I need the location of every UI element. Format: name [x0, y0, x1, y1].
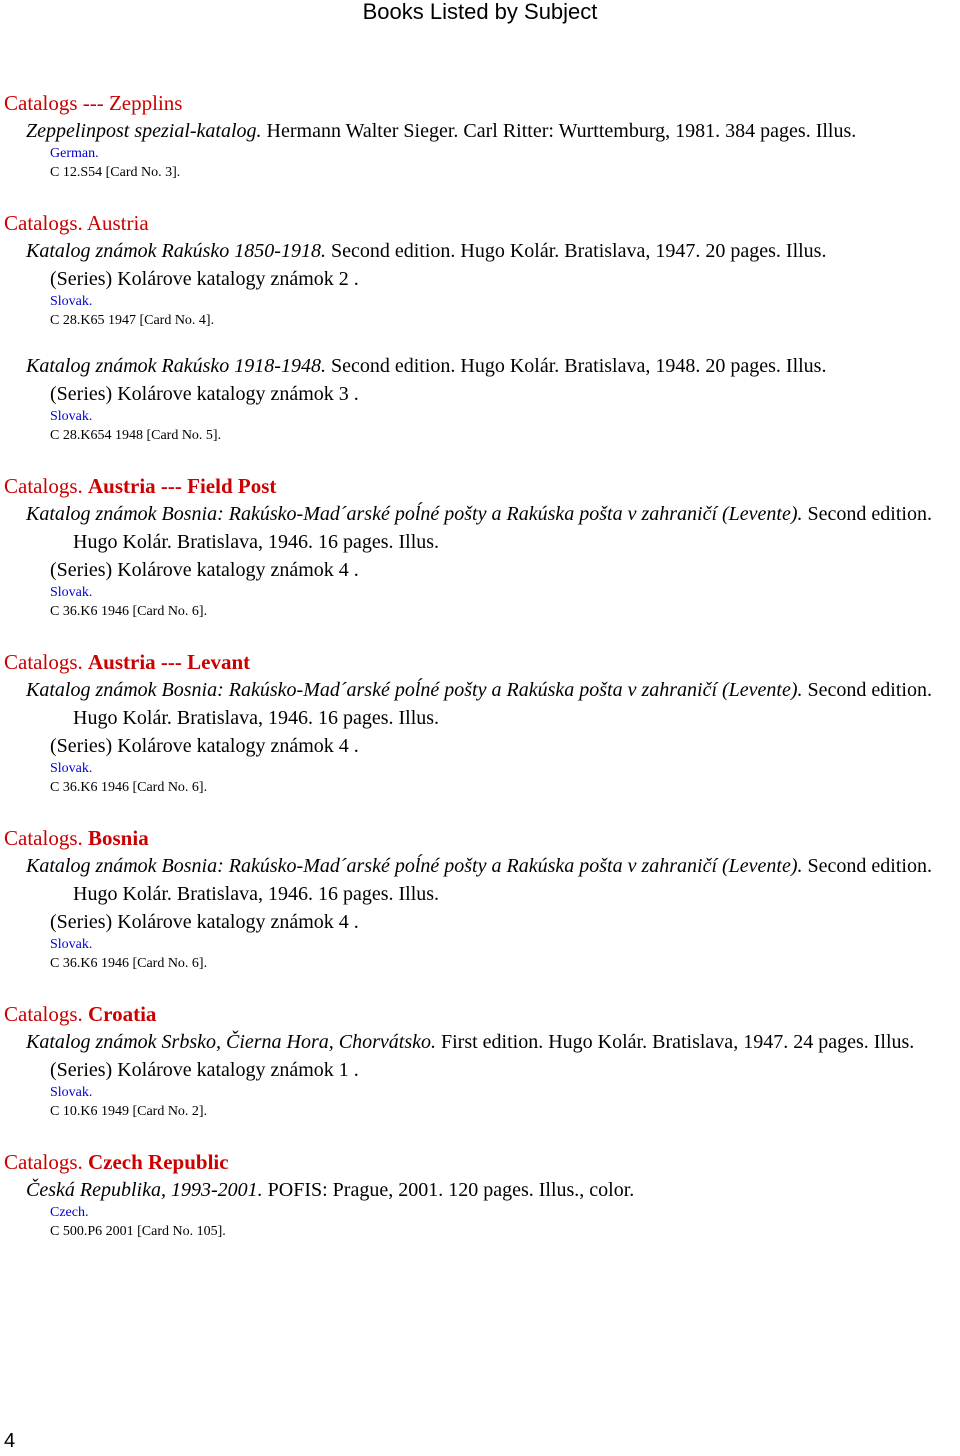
book-title: Katalog známok Rakúsko 1850-1918.: [26, 240, 326, 262]
book-call-number: C 36.K6 1946 [Card No. 6].: [50, 604, 208, 619]
book-title: Katalog známok Bosnia: Rakúsko-Mad´arské poĺné pošty a Rakúska pošta v zahraničí (Levente).: [26, 503, 803, 525]
book-series: (Series) Kolárove katalogy známok 1 .: [50, 1059, 359, 1081]
book-entry: [4, 676, 952, 797]
book-details: Second edition. Hugo Kolár. Bratislava, 1946. 16 pages. Illus.: [73, 855, 932, 905]
subject-heading-main: Catalogs.: [4, 826, 88, 850]
book-citation: [4, 352, 952, 380]
page-header: Books Listed by Subject: [362, 0, 598, 24]
book-entry: [4, 1028, 952, 1121]
subject-section: [4, 89, 952, 182]
subject-heading: [4, 209, 952, 237]
subject-heading: [4, 89, 952, 117]
subject-heading-main: Catalogs.: [4, 1002, 88, 1026]
subject-heading-sub: Austria --- Field Post: [88, 474, 277, 498]
book-citation: [4, 237, 952, 265]
book-language: Slovak.: [50, 294, 93, 309]
book-citation: [4, 1176, 952, 1204]
book-call-number: C 10.K6 1949 [Card No. 2].: [50, 1104, 208, 1119]
book-title: Katalog známok Bosnia: Rakúsko-Mad´arské poĺné pošty a Rakúska pošta v zahraničí (Levente).: [26, 855, 803, 877]
book-language: German.: [50, 146, 99, 161]
subject-heading-sub: Bosnia: [88, 826, 149, 850]
subject-section: [4, 648, 952, 797]
book-entry: [4, 852, 952, 973]
book-language: Slovak.: [50, 1085, 93, 1100]
subject-section: [4, 209, 952, 445]
book-details: Second edition. Hugo Kolár. Bratislava, 1946. 16 pages. Illus.: [73, 679, 932, 729]
book-call-number: C 28.K65 1947 [Card No. 4].: [50, 313, 215, 328]
book-series: (Series) Kolárove katalogy známok 3 .: [50, 383, 359, 405]
book-citation: [4, 676, 952, 732]
subject-heading: [4, 1000, 952, 1028]
subject-heading-main: Catalogs.: [4, 650, 88, 674]
subject-section: [4, 824, 952, 973]
book-details: Second edition. Hugo Kolár. Bratislava, 1946. 16 pages. Illus.: [73, 503, 932, 553]
book-title: Katalog známok Bosnia: Rakúsko-Mad´arské poĺné pošty a Rakúska pošta v zahraničí (Levente).: [26, 679, 803, 701]
book-title: Česká Republika, 1993-2001.: [26, 1179, 263, 1201]
book-details: First edition. Hugo Kolár. Bratislava, 1947. 24 pages. Illus.: [436, 1031, 915, 1053]
book-call-number: C 500.P6 2001 [Card No. 105].: [50, 1224, 226, 1239]
book-title: Zeppelinpost spezial-katalog.: [26, 120, 262, 142]
subject-section: [4, 1148, 952, 1241]
book-citation: [4, 1028, 952, 1056]
book-language: Czech.: [50, 1205, 89, 1220]
subject-section: [4, 1000, 952, 1121]
subject-heading-sub: Czech Republic: [88, 1150, 229, 1174]
subject-heading: [4, 1148, 952, 1176]
book-language: Slovak.: [50, 761, 93, 776]
book-details: Hermann Walter Sieger. Carl Ritter: Wurttemburg, 1981. 384 pages. Illus.: [261, 120, 857, 142]
book-language: Slovak.: [50, 409, 93, 424]
book-citation: [4, 500, 952, 556]
subject-heading-sub: Austria --- Levant: [88, 650, 251, 674]
page-number: 4: [4, 1430, 16, 1452]
subject-heading: [4, 648, 952, 676]
subject-section: [4, 472, 952, 621]
book-call-number: C 12.S54 [Card No. 3].: [50, 165, 181, 180]
book-title: Katalog známok Srbsko, Čierna Hora, Chorvátsko.: [26, 1031, 436, 1053]
book-entry: [4, 352, 952, 445]
subject-heading-main: Catalogs --- Zepplins: [4, 91, 183, 115]
book-call-number: C 36.K6 1946 [Card No. 6].: [50, 956, 208, 971]
book-details: Second edition. Hugo Kolár. Bratislava, 1947. 20 pages. Illus.: [325, 240, 827, 262]
book-citation: [4, 852, 952, 908]
book-series: (Series) Kolárove katalogy známok 4 .: [50, 911, 359, 933]
subject-heading-main: Catalogs.: [4, 474, 88, 498]
book-entry: [4, 117, 952, 182]
subject-heading-main: Catalogs. Austria: [4, 211, 149, 235]
book-citation: [4, 117, 952, 145]
book-entry: [4, 500, 952, 621]
book-series: (Series) Kolárove katalogy známok 2 .: [50, 268, 359, 290]
book-entry: [4, 237, 952, 330]
book-series: (Series) Kolárove katalogy známok 4 .: [50, 735, 359, 757]
subject-heading-sub: Croatia: [88, 1002, 157, 1026]
book-details: POFIS: Prague, 2001. 120 pages. Illus., color.: [262, 1179, 635, 1201]
book-title: Katalog známok Rakúsko 1918-1948.: [26, 355, 326, 377]
book-series: (Series) Kolárove katalogy známok 4 .: [50, 559, 359, 581]
subject-heading-main: Catalogs.: [4, 1150, 88, 1174]
book-language: Slovak.: [50, 937, 93, 952]
subject-listing: [4, 89, 952, 1268]
subject-heading: [4, 824, 952, 852]
book-entry: [4, 1176, 952, 1241]
book-call-number: C 36.K6 1946 [Card No. 6].: [50, 780, 208, 795]
book-call-number: C 28.K654 1948 [Card No. 5].: [50, 428, 222, 443]
book-details: Second edition. Hugo Kolár. Bratislava, 1948. 20 pages. Illus.: [325, 355, 827, 377]
book-language: Slovak.: [50, 585, 93, 600]
subject-heading: [4, 472, 952, 500]
